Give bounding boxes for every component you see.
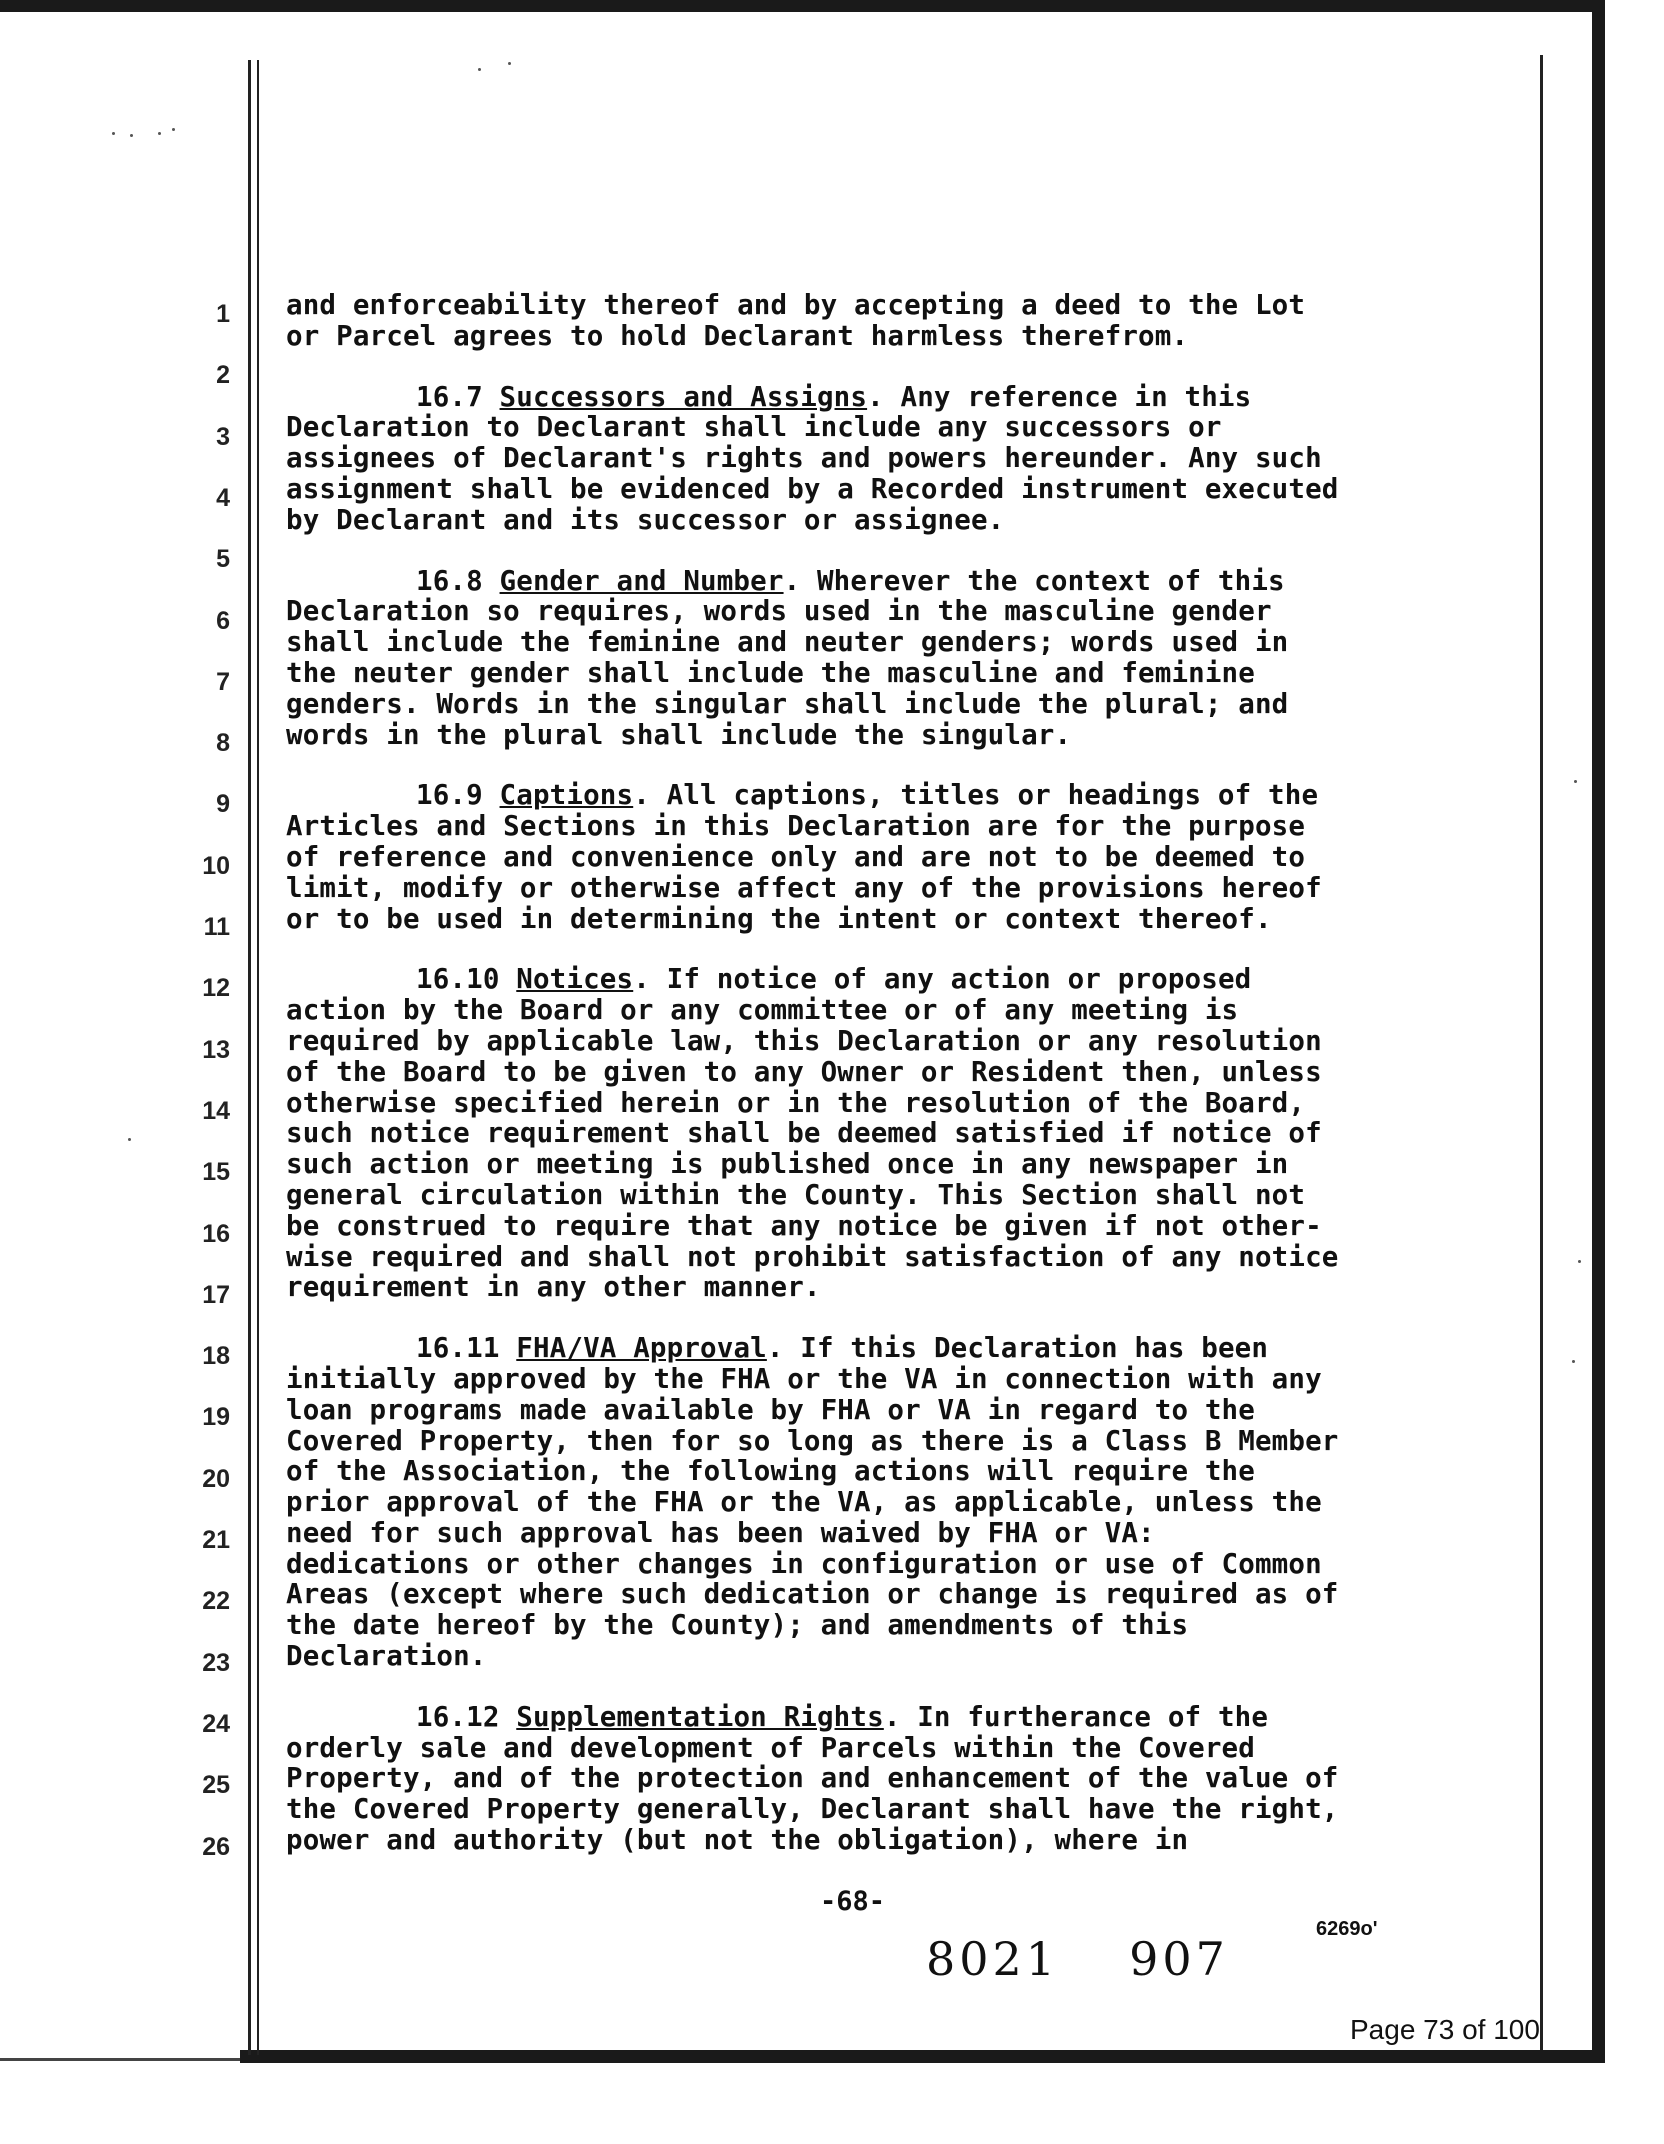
section-text: . Wherever the context of this Declaration so requires, words used in the masculine gender shall include the feminine and neuter genders; words used in the neuter gender shall include the masculine and feminine genders. Words in the singular shall include the plural; and words in the plural shall include the singular. bbox=[286, 564, 1289, 751]
section-number: 16.10 bbox=[416, 963, 500, 996]
line-number: 8 bbox=[216, 729, 230, 758]
scan-speck bbox=[1578, 1260, 1581, 1263]
page-border-top bbox=[0, 0, 1605, 12]
page-number: -68- bbox=[820, 1886, 886, 1917]
section-number: 16.11 bbox=[416, 1332, 500, 1365]
section-text: . Any reference in this Declaration to Declarant shall include any successors or assignees of Declarant's rights and powers hereunder. Any such assignment shall be evidenced by a Recorded instrument executed by Declarant and its successor or assignee. bbox=[286, 380, 1339, 536]
left-margin-rule bbox=[248, 60, 251, 2055]
scan-speck bbox=[1574, 780, 1577, 783]
line-number: 2 bbox=[216, 361, 230, 390]
line-number: 24 bbox=[202, 1709, 230, 1738]
scan-speck bbox=[478, 68, 481, 71]
line-number: 18 bbox=[202, 1342, 230, 1371]
scan-speck bbox=[172, 128, 175, 131]
document-body bbox=[286, 290, 1466, 1886]
section-number: 16.8 bbox=[416, 564, 483, 597]
recording-page: 907 bbox=[1129, 1932, 1229, 1986]
section-16-11 bbox=[286, 1333, 1466, 1672]
section-heading: Notices bbox=[516, 963, 634, 996]
recording-book: 8021 bbox=[926, 1932, 1060, 1986]
section-16-9 bbox=[286, 780, 1466, 934]
line-number: 17 bbox=[202, 1280, 230, 1309]
recording-number bbox=[926, 1932, 1229, 1986]
line-number: 3 bbox=[216, 422, 230, 451]
line-number: 22 bbox=[202, 1587, 230, 1616]
section-number: 16.12 bbox=[416, 1700, 500, 1733]
section-text: . In furtherance of the orderly sale and development of Parcels within the Covered Property, and of the protection and enhancement of the value of the Covered Property generally, Declarant shall have the right, power and authority (but not the obligation), where in bbox=[286, 1700, 1339, 1857]
section-text: . If this Declaration has been initially approved by the FHA or the VA in connection with any loan programs made available by FHA or VA in regard to the Covered Property, then for so long as there is a Class B Member of the Association, the following actions will require the prior approval of the FHA or the VA, as applicable, unless the need for such approval has been waived by FHA or VA: dedications or other changes in configuration or use of Common Areas (except where such dedication or change is required as of the date hereof by the County); and amendments of this Declaration. bbox=[286, 1332, 1339, 1673]
right-margin-rule bbox=[1540, 55, 1543, 2050]
line-number: 1 bbox=[216, 300, 230, 328]
scan-page-indicator: Page 73 of 100 bbox=[1350, 2014, 1540, 2045]
section-number: 16.9 bbox=[416, 779, 483, 812]
line-number: 11 bbox=[203, 913, 230, 941]
section-text: . If notice of any action or proposed action by the Board or any committee or of any meeting is required by applicable law, this Declaration or any resolution of the Board to be given to any Owner or Resident then, unless otherwise specified herein or in the resolution of the Board, such notice requirement shall be deemed satisfied if notice of such action or meeting is published once in any newspaper in general circulation within the County. This Section shall not be construed to require that any notice be given if not other- wise required and shall not prohibit satisfaction of any notice requirement in any other manner. bbox=[286, 963, 1339, 1304]
line-number: 15 bbox=[202, 1158, 230, 1187]
section-heading: Gender and Number bbox=[499, 564, 784, 597]
line-number: 16 bbox=[202, 1219, 230, 1248]
scan-speck bbox=[112, 132, 115, 135]
line-number: 5 bbox=[216, 545, 230, 574]
section-heading: Captions bbox=[499, 779, 634, 812]
section-16-12 bbox=[286, 1702, 1466, 1856]
scan-speck bbox=[158, 132, 161, 135]
scan-speck bbox=[1572, 1360, 1575, 1363]
line-number: 14 bbox=[202, 1096, 230, 1125]
page-border-bottom-left bbox=[0, 2058, 240, 2061]
scan-speck bbox=[508, 62, 511, 65]
section-16-10 bbox=[286, 964, 1466, 1303]
line-number: 9 bbox=[216, 790, 230, 819]
continued-paragraph bbox=[286, 290, 1466, 352]
section-text: and enforceability thereof and by accepting a deed to the Lot or Parcel agrees to hold Declarant harmless therefrom. bbox=[286, 289, 1306, 352]
section-text: . All captions, titles or headings of the Articles and Sections in this Declaration are for the purpose of reference and convenience only and are not to be deemed to limit, modify or otherwise affect any of the provisions hereof or to be used in determining the intent or context thereof. bbox=[286, 779, 1322, 935]
line-number: 20 bbox=[202, 1464, 230, 1493]
scan-speck bbox=[128, 1138, 131, 1141]
page-border-right bbox=[1592, 0, 1605, 2062]
section-16-8 bbox=[286, 566, 1466, 751]
left-margin-rule-inner bbox=[257, 60, 259, 2055]
line-number: 25 bbox=[202, 1771, 230, 1800]
document-id: 6269o' bbox=[1316, 1918, 1378, 1940]
section-heading: Successors and Assigns bbox=[499, 380, 868, 413]
line-number: 12 bbox=[202, 974, 230, 1003]
page-border-bottom bbox=[240, 2050, 1605, 2063]
line-number: 7 bbox=[216, 667, 230, 696]
section-16-7 bbox=[286, 382, 1466, 536]
line-number: 10 bbox=[202, 851, 230, 880]
line-number: 6 bbox=[216, 606, 230, 635]
line-number: 23 bbox=[202, 1648, 230, 1677]
section-number: 16.7 bbox=[416, 380, 483, 413]
line-number: 21 bbox=[202, 1526, 230, 1554]
line-number: 19 bbox=[202, 1403, 230, 1432]
line-number: 4 bbox=[216, 483, 230, 512]
line-number: 26 bbox=[202, 1832, 230, 1861]
section-heading: FHA/VA Approval bbox=[516, 1332, 767, 1365]
section-heading: Supplementation Rights bbox=[516, 1700, 884, 1733]
scan-speck bbox=[130, 134, 133, 137]
line-number: 13 bbox=[202, 1035, 230, 1064]
